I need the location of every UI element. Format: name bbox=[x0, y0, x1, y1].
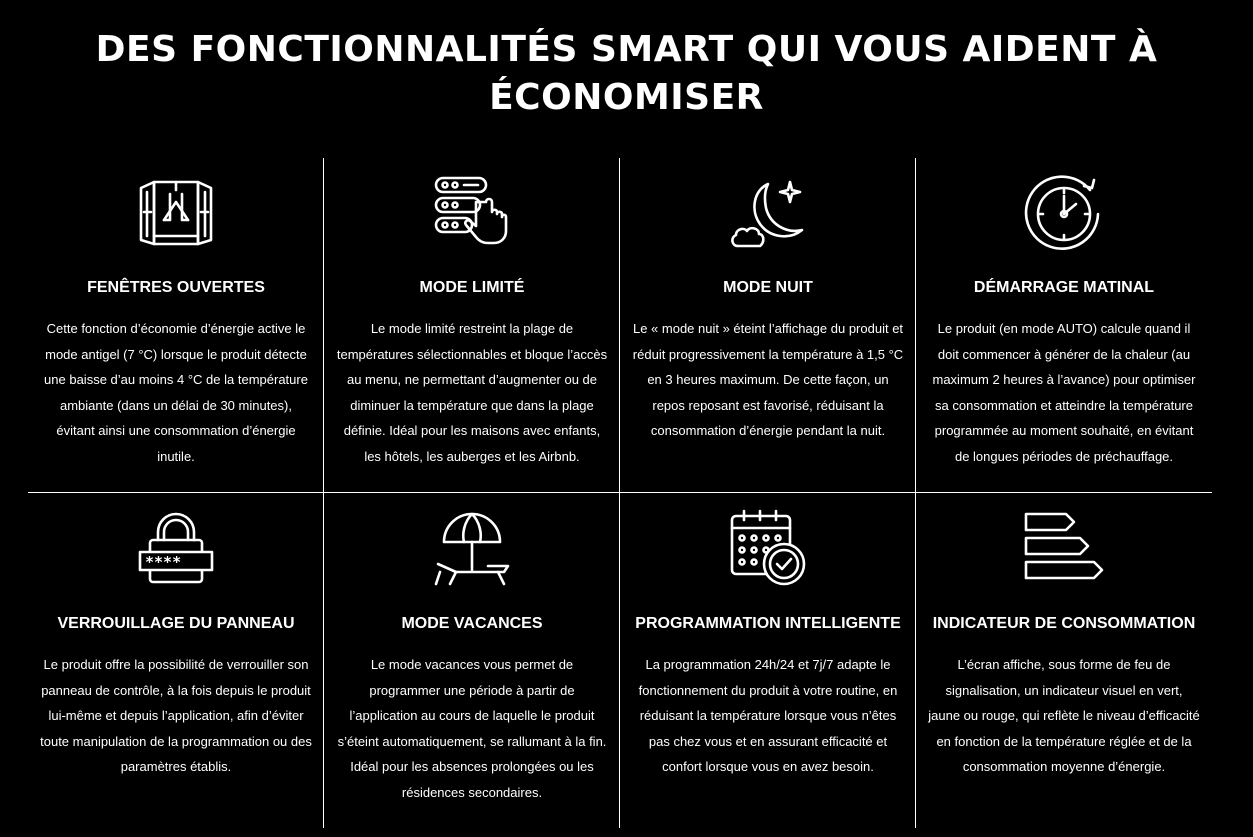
svg-text:****_: ****_ bbox=[145, 553, 191, 571]
feature-description: Cette fonction d’économie d’énergie active le mode antigel (7 °C) lorsque le produit détecte une baisse d’au moins 4 °C de la température ambiante (dans un délai de 30 minutes), évitant ainsi une consommation d’énergie inutile. bbox=[44, 321, 308, 464]
feature-open-windows bbox=[28, 158, 324, 492]
feature-description: Le produit (en mode AUTO) calcule quand il doit commencer à générer de la chaleur (au maximum 2 heures à l’avance) pour optimiser sa consommation et atteindre la température programmée au moment souhaité, en évitant de longues périodes de préchauffage. bbox=[932, 321, 1196, 464]
limited-mode-hand-icon bbox=[432, 172, 512, 252]
feature-title: MODE LIMITÉ bbox=[419, 279, 525, 296]
feature-description: L’écran affiche, sous forme de feu de signalisation, un indicateur visuel en vert, jaune ou rouge, qui reflète le niveau d’efficacité en fonction de la température réglée et de la consommation moyenne d’énergie. bbox=[928, 657, 1200, 775]
moon-cloud-star-icon bbox=[728, 172, 808, 252]
feature-description: Le produit offre la possibilité de verrouiller son panneau de contrôle, à la fois depuis le produit lui-même et depuis l’application, afin d’éviter toute manipulation de la programmation ou des paramètres établis. bbox=[40, 657, 312, 775]
feature-consumption-indicator bbox=[916, 494, 1212, 828]
feature-title: VERROUILLAGE DU PANNEAU bbox=[57, 615, 295, 632]
feature-title: MODE VACANCES bbox=[401, 615, 543, 632]
feature-description: Le mode vacances vous permet de programmer une période à partir de l’application au cours de laquelle le produit s’éteint automatiquement, se rallumant à la fin. Idéal pour les absences prolongées ou les résidences secondaires. bbox=[337, 657, 607, 800]
feature-limited-mode bbox=[324, 158, 620, 492]
beach-umbrella-icon bbox=[432, 508, 512, 588]
clock-arrow-icon bbox=[1024, 172, 1104, 252]
feature-title: MODE NUIT bbox=[723, 279, 813, 296]
feature-morning-start bbox=[916, 158, 1212, 492]
feature-vacation-mode bbox=[324, 494, 620, 828]
feature-description: Le mode limité restreint la plage de températures sélectionnables et bloque l’accès au menu, ne permettant d’augmenter ou de diminuer la température que dans la plage définie. Idéal pour les maisons avec enfants, les hôtels, les auberges et les Airbnb. bbox=[336, 321, 608, 464]
page-title bbox=[0, 26, 1253, 122]
grid-divider bbox=[28, 492, 1212, 493]
feature-description: La programmation 24h/24 et 7j/7 adapte le fonctionnement du produit à votre routine, en réduisant la température lorsque vous n’êtes pas chez vous et en assurant efficacité et confort lorsque vous en avez besoin. bbox=[638, 657, 898, 775]
feature-title: PROGRAMMATION INTELLIGENTE bbox=[635, 615, 901, 632]
feature-smart-programming bbox=[620, 494, 916, 828]
feature-title: INDICATEUR DE CONSOMMATION bbox=[932, 615, 1196, 632]
feature-description: Le « mode nuit » éteint l’affichage du produit et réduit progressivement la température à 1,5 °C en 3 heures maximum. De cette façon, un repos reposant est favorisé, réduisant la consommation d’énergie pendant la nuit. bbox=[632, 321, 904, 439]
energy-label-icon bbox=[1024, 508, 1104, 588]
padlock-password-icon bbox=[136, 508, 216, 588]
open-window-icon bbox=[136, 172, 216, 252]
feature-panel-lock bbox=[28, 494, 324, 828]
feature-title: DÉMARRAGE MATINAL bbox=[973, 279, 1155, 296]
feature-night-mode bbox=[620, 158, 916, 492]
page-title-line-2: ÉCONOMISER bbox=[489, 77, 764, 118]
page-title-line-1: DES FONCTIONNALITÉS SMART QUI VOUS AIDENT À bbox=[95, 29, 1158, 70]
calendar-clock-icon bbox=[728, 508, 808, 588]
features-grid bbox=[28, 158, 1212, 828]
feature-title: FENÊTRES OUVERTES bbox=[87, 279, 265, 296]
